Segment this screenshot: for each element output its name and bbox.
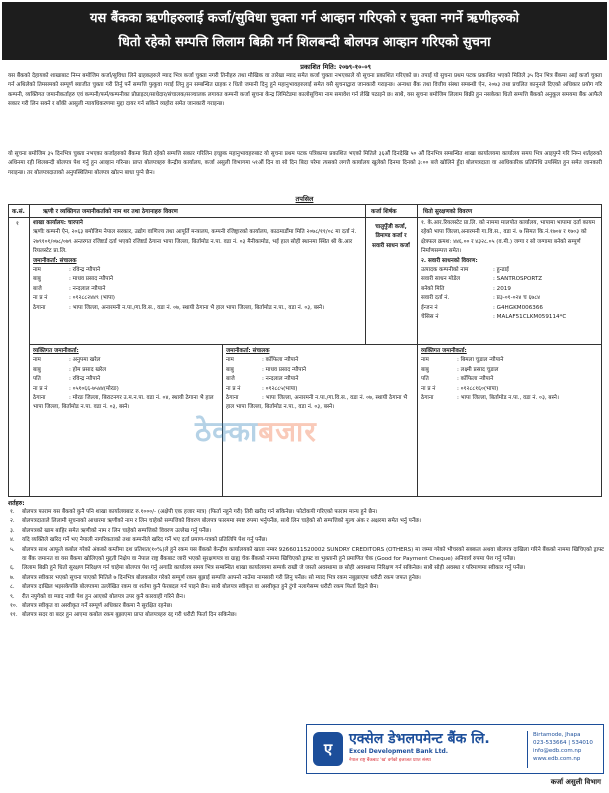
label: उत्पादक कम्पनीको नाम — [421, 267, 469, 274]
condition-number: ८. — [10, 584, 15, 591]
label: ना प्र नं — [421, 385, 436, 392]
label: नाम — [33, 267, 41, 274]
condition-text: बोलपत्र दाखिल भइसकेपछि बोलपत्रमा उल्लेखित रकम वा शर्तमा कुनै फेरबदल गर्न पाइने छैन। साथै बोलपत्र स्वीकृत वा अस्वीकृत हुने टुंगो नलागेसम्म धरौटी रकम फिर्ता दिइने छैन। — [22, 584, 379, 591]
label: बाजे — [226, 376, 235, 383]
bank-phone: 023-533664 | 534010 — [533, 740, 593, 746]
condition-text: बोलपत्रदाताले लिलामी सूचनाको आधारमा ऋणीको नाम र लिन चाहेको सम्पत्तिको विवरण बोलपत्र फारममा स्पष्ट रुपमा भर्नुपर्नेछ, साथै लिन चाहेको सो सम्पत्तिको मूल्य अंक र अक्षरमा समेत भर्नु पर्नेछ। — [22, 518, 421, 525]
branch-name: शाखा कार्यालय: चारपाने — [33, 220, 83, 226]
conditions-title: शर्तहरु: — [8, 500, 25, 507]
directors-title: जमानीकर्ता: संचालक — [33, 257, 77, 264]
guarantor-grandfather: : नन्दलाल न्यौपाने — [262, 376, 299, 383]
vehicle-year: : 2019 — [493, 285, 511, 292]
bank-address: Birtamode, Jhapa — [533, 732, 581, 738]
schedule-title: तपसिल — [295, 195, 314, 203]
guarantor-citizenship: : ०१२८८५(भापा) — [262, 385, 298, 392]
director-name: : रविन्द्र न्यौपाने — [69, 267, 101, 274]
guarantor-father: : लक्ष्मी प्रसाद चुडाल — [457, 366, 499, 373]
director-father: : माधव प्रसाद न्यौपाने — [69, 276, 114, 283]
vehicle-title: २. सवारी साधनको विवरण: — [421, 257, 478, 264]
vehicle-model: : SANTROSPORTZ — [493, 276, 543, 283]
label: पति — [421, 376, 429, 383]
header-line-2: धितो रहेको सम्पत्ति लिलाम बिक्री गर्न शिलबन्दी बोलपत्र आव्हान गरिएको सुचना — [118, 35, 491, 50]
label: चेसिस नं — [421, 314, 439, 321]
collateral-cell — [421, 219, 599, 322]
condition-number: ७. — [10, 574, 15, 581]
condition-text: बोलपत्र सदर वा बदर हुन आएमा कबोल रकम बुझाएमा प्राप्त बोलपत्रहरु रद्द गरी धरौटी फिर्ता दिन सकिनेछ। — [22, 612, 237, 619]
director-citizenship: : ०१२८८२४४९ (भापा) — [69, 295, 115, 302]
condition-text: बोलपत्र स्वीकार भएको सूचना पाएको मितिले ७ दिनभित्र बोलकबोल गरेको सम्पूर्ण रकम बुझाई सम्पत्ति आफ्नो नाउँमा नामसारी गरी लिनु पर्नेछ। सो म्याद भित्र रकम नबुझाएमा धरौटी रकम जफत हुनेछ। — [22, 574, 421, 581]
vehicle-chassis: : MALAF51CLKM059114*C — [493, 314, 567, 321]
condition-text: लिलाम बिक्री हुने धितो सुरक्षण निरिक्षण गर्न चाहेमा बोलपत्र पेश गर्नु अगाडि कार्यालय समय भित्र सम्बन्धित शाखा कार्यालयमा सम्पर्क राखी जे जस्तो अवस्थामा छ सोही अवस्थामा निरिक्षण गर्न सकिनेछ। साथै सोही अवस्था र परिमाणमा स्वीकार गर्नु पर्नेछ। — [22, 565, 526, 572]
label: पति — [33, 376, 41, 383]
bank-footer — [306, 724, 604, 774]
vehicle-registration: : प्र३-०१-०२४ च ६७८४ — [493, 295, 541, 302]
label: बाबु — [226, 366, 234, 373]
guarantor-name: : बिमला चुडाल न्यौपाने — [457, 357, 504, 364]
borrower-cell — [33, 219, 361, 313]
condition-item — [8, 602, 604, 611]
director-address: : भापा जिल्ला, अनारमनी न.पा./गा.वि.स., वडा नं. ०७, स्थायी ठेगाना भै हाल भापा जिल्ला, बिर्तामोड न.पा., वडा नं. ०३, बस्ने। — [69, 304, 325, 311]
guarantor-address: : मोरङ जिल्ला, बिराटनगर उ.म.न.पा. वडा नं. ०४, स्थायी ठेगाना भै हाल भापा जिल्ला, बिर्तामोड न.पा. वडा नं. ०३, बस्ने। — [33, 395, 214, 411]
row-sn: १ — [16, 221, 19, 227]
guarantor-citizenship: : ०५१०६६-७५४४(मोरङ) — [69, 385, 119, 392]
bank-logo-icon: ए — [313, 732, 343, 766]
label: ना प्र नं — [226, 385, 241, 392]
loan-type: चालुपुँजी कर्जा, डिमाण्ड कर्जा र सवारी साधन कर्जा — [372, 224, 410, 249]
director-grandfather: : नन्दलाल न्यौपाने — [69, 285, 106, 292]
guarantor-name: : अनुपमा खरेल — [69, 357, 101, 364]
intro-paragraph-1: यस बैंकको देहायको शाखाबाट निम्न बमोजिम कर्जा/सुविधा लिने ग्राहकहरुले म्याद भित्र कर्जा चुक्ता नगरी तिनीहरु तथा मौखिक वा तारेखा म्याद समेत कर्जा चुक्ता नभएकाले यो सूचना प्रकाशित गरिएको छ। तपाईं यो सुचना प्रथम पटक प्रकाशित भएको मितिले ३५ दिन भित्र बैंकमा आई कर्जा चुक्ता गर्न अथिलेको तिमसमको सम्पूर्ण ब्याजीत चुक्ता गरी तिर्नु पर्ने सम्पत्ति फुकुवा गराई लिनु हुन सम्बन्धित ग्राहक र धितो जमानी दिनु हुने महानुभावहरुलाई समेत यसै सुचनाद्वारा जानकारी गराइन्छ। अन्यथा बैंक तथा वित्तीय संस्था सम्बन्धी ऐन, २०७३ तथा प्रचलित कानुनले दिएको अधिकार प्रयोग गरि कम्पनी, व्यक्तिगत जमानीकर्ताहरु एवं कम्पनी/फर्म/कम्पनीका प्रोप्राइटर/साधेदार/संचालक/सञ्चालक लगायत कम्पनी कर्जा सुचना केन्द्र लिमिटेडमा कालोसूचिमा नाम समावेश गर्न लेखि पठाइने छ। साथै, यस सुचना बमोजिम लिलाम बिक्री हुन नसकेका धितो सम्पत्ति बैंकको अनुकूल समयमा बैंक आफैले सकार गरी लिन सक्ने र बाँकी आसुली न्यायधिकरणमा मुद्दा दायर गर्न सकिने व्यहोरा समेत जानकारी गराइन्छ। — [8, 73, 603, 108]
watermark-part-2: बजार — [258, 415, 317, 448]
bank-email: info@edb.com.np — [533, 748, 582, 754]
condition-number: ३. — [10, 527, 15, 534]
label: नाम — [421, 357, 429, 364]
guarantor-address: : भापा जिल्ला, अनारमनी न.पा./गा.वि.स., वडा नं. ०७, स्थायी ठेगाना भै हाल भापा जिल्ला, बिर्तामोड न.पा., वडा नं. ०३, बस्ने। — [226, 395, 408, 411]
label: सवारी दर्ता नं. — [421, 295, 450, 302]
publication-date: प्रकाशित मिति: २०७९-१०-०९ — [300, 63, 371, 71]
condition-item — [8, 593, 604, 602]
conditions-list — [8, 508, 604, 621]
condition-item — [8, 611, 604, 620]
label: नाम — [33, 357, 41, 364]
vehicle-engine: : G4HGKM006366 — [493, 304, 543, 311]
label: ठेगाना — [33, 395, 46, 402]
header-sn: क.सं. — [12, 209, 25, 215]
guarantor-title: जमानीकर्ता: संचालक — [226, 348, 270, 354]
label: ना प्र नं — [33, 385, 48, 392]
condition-item — [8, 583, 604, 592]
label: बाबु — [33, 276, 41, 283]
header-loan: कर्जा शिर्षक — [371, 209, 397, 215]
header-line-1: यस बैंकका ऋणीहरुलाई कर्जा/सुविधा चुक्ता गर्न आव्हान गरिएको र चुक्ता नगर्ने ऋणीहरुको — [89, 11, 519, 26]
guarantor-title: व्यक्तिगत जमानीकर्ता: — [421, 348, 467, 354]
condition-number: ५. — [10, 546, 15, 553]
condition-text: रीत नपुगेको वा म्याद नाघी पेश हुन आएको बोलपत्र उपर कुनै कारवाही गरिने छैन। — [22, 593, 185, 600]
condition-number: ४. — [10, 537, 15, 544]
borrower-description: ऋणीः कम्पनी ऐन, २०६३ बमोजिम नेपाल सरकार, उद्योग वाणिज्य तथा आपूर्ति मन्त्रालय, कम्पनी रजिष्ट्रारको कार्यालय, काठमाडौंमा मिति २०७८/११/०८ मा दर्ता नं. २७९१०१/०७८/०७९ अन्तरगत रजिष्टर्ड दर्ता भएको रजिष्टर्ड ठेगाना भापा जिल्ला, बिर्तामोड न.पा. वडा नं. ०३ मैनीकामोड, भई हाल सोही स्थानमा स्थित श्री के.आर रियलस्टेट प्रा.लि. — [33, 229, 357, 255]
vehicle-manufacturer: : हुन्डाई — [493, 267, 509, 274]
condition-item — [8, 508, 604, 517]
condition-text: बोलपत्र फाराम यस बैंकको कुनै पनि शाखा कार्यालयबाट रु.१०००/- (अक्षेपी एक हजार मात्र) (फिर्ता नहुने गरी) तिरी खरीद गर्न सकिनेछ। फोटोकपी गरिएको फाराम मान्य हुने छैन। — [22, 509, 378, 515]
watermark — [195, 412, 317, 450]
schedule-table — [8, 204, 602, 497]
guarantor-name: : काँफिला न्यौपाने — [262, 357, 299, 364]
header-name: ऋणी र व्यक्तिगत जमानीकर्ताको नाम थर तथा ठेगानाहरु विवरण — [43, 209, 178, 215]
bank-tagline: नेपाल राष्ट्र बैंकबाट 'ख' वर्गको इजाजत प्राप्त संस्था — [349, 758, 431, 763]
condition-text: बोलपत्र स्वीकृत वा अस्वीकृत गर्ने सम्पूर्ण अधिकार बैंकमा नै सुरक्षित रहनेछ। — [22, 603, 173, 610]
condition-item — [8, 517, 604, 526]
intro-paragraph-2: यो सूचना बमोजिम ३५ दिनभित्र चुक्ता नभएका कर्जाहरुको बैंकमा धितो रहेको सम्पत्ति सकार गरिलिन इच्छुक महानुभावहरुबाट यो सुचना प्रथम पटक पत्रिकामा प्रकाशित भएको मितिले ३६औं दिनदेखि ५० औं दिनभित्र सम्बन्धित शाखा कार्यालयमा कार्यालय समय भित्र आइपुग्ने गरि निम्न शर्तहरुको अधिनमा रही शिलबन्दी बोलपत्र पेश गर्नु हुन आव्हान गरिन्छ। प्राप्त बोलपत्रहरु केन्द्रीय कार्यालय, कर्जा असुली विभागमा ५१औं दिन वा सो दिन बिदा परेमा त्यसको लगत्तै कार्यालय खुलेको दिनमा दिनको ३:०० बजे खोलिने हुँदा बोलपत्रदाता वा आधिकारिक प्रतिनिधि उपस्थित हुन समेत जानकारी गराइन्छ। तर बोलपत्रदाताको अनुपस्थितिमा बोलपत्र खोल्न बाधा पुग्ने छैन। — [8, 151, 602, 176]
condition-number: १०. — [10, 603, 18, 610]
label: नाम — [226, 357, 234, 364]
bank-name-english: Excel Development Bank Ltd. — [349, 748, 449, 755]
guarantor-citizenship: : ०१२८८१६०(भापा) — [457, 385, 499, 392]
condition-item — [8, 546, 604, 565]
bank-website: www.edb.com.np — [533, 756, 581, 762]
guarantor-1 — [33, 347, 219, 413]
divider — [527, 731, 528, 768]
condition-number: ६. — [10, 565, 15, 572]
bank-contact — [533, 731, 593, 763]
condition-item — [8, 536, 604, 545]
guarantor-address: : भापा जिल्ला, बिर्तामोड न.पा., वडा नं. ०३, बस्ने। — [457, 395, 559, 402]
condition-item — [8, 574, 604, 583]
condition-number: ९. — [10, 593, 15, 600]
bank-name-nepali: एक्सेल डेभलपमेन्ट बैंक लि. — [349, 731, 490, 747]
label: ईन्जन नं — [421, 304, 438, 311]
guarantor-husband: : काँफिला न्यौपाने — [457, 376, 494, 383]
guarantor-title: व्यक्तिगत जमानीकर्ता: — [33, 348, 79, 354]
collateral-land: १. के.आर.रियलस्टेट प्रा.लि. को नाममा मालपोत कार्यालय, भापामा भापामा दर्ता कायम रहेको भापा जिल्ला,अनारमनी गा.वि.स., वडा नं. ७ सिमत कि.नं.१७०४ र १७०३ को क्षेत्रफल क्रमश: ४४६.०० र ४३२८.०५ (व.मी.) जग्गा र सो जग्गामा बनेको सम्पूर्ण निर्माणसम्पत्त समेत। — [421, 220, 595, 255]
condition-text: बोलपत्र साथ आफूले कबोल गरेको अंकको कम्तीमा दश प्रतिशत(१०%)ले हुने रकम यस बैंकको केन्द्रीय कार्यालयको खाता नम्बर 9266011520002 SUNDRY CREDITORS (OTHERS) मा जम्मा गरेको भौचरको सक्कल अथवा बोलपत्र दाखिला गरिने बैंकको नाममा खिचिएको ड्राफ्ट वा बैंक जमानत वा यस बैंकमा खोलिएको मुद्दती निक्षेप वा नेपाल राष्ट्र बैंकबाट जारी भएको सुरक्षणपत्र वा ग्राह्य चेक बैंकको नाममा खिचिएको ड्राफ्ट वा भुक्तानी हुने प्रमाणित चेक (Good for Payment Cheque) अनिवार्य रुपमा पेश गर्नु पर्नेछ। — [22, 546, 604, 563]
department-signature: कर्जा असुली विभाग — [550, 778, 601, 786]
label: बाबु — [421, 366, 429, 373]
label: ठेगाना — [226, 395, 239, 402]
label: सवारी साधन मोडेल — [421, 276, 460, 283]
label: बाबु — [33, 366, 41, 373]
condition-text: बोलपत्रको खाम बाहिर समेत ऋणीको नाम र लिन चाहेको सम्पत्तिको विवरण उल्लेख गर्नु पर्नेछ। — [22, 527, 212, 534]
notice-header — [2, 2, 607, 60]
label: ठेगाना — [421, 395, 434, 402]
condition-number: १. — [10, 509, 15, 515]
guarantor-3 — [421, 347, 599, 403]
condition-item — [8, 527, 604, 536]
guarantor-father: : माधव प्रसाद न्यौपाने — [262, 366, 307, 373]
condition-number: ११. — [10, 612, 18, 619]
guarantor-father: : होम प्रसाद खरेल — [69, 366, 107, 373]
guarantor-2 — [226, 347, 414, 413]
watermark-part-1: ठेक्का — [195, 415, 259, 448]
condition-text: यदि व्यक्तिले खरिद गर्ने भए नेपाली नागरिकताको तथा कम्पनीले खरिद गर्ने भए दर्ता प्रमाण-पत्रको प्रतिलिपि पेश गर्नु पर्नेछ। — [22, 537, 268, 544]
header-collateral: धितो सुरक्षणको विवरण — [423, 209, 473, 215]
label: बाजे — [33, 285, 42, 292]
condition-item — [8, 564, 604, 573]
label: बनेको मिति — [421, 285, 445, 292]
label: ना प्र नं — [33, 295, 48, 302]
label: ठेगाना — [33, 304, 46, 311]
condition-number: २. — [10, 518, 15, 525]
guarantor-husband: : रविन्द्र न्यौपाने — [69, 376, 101, 383]
